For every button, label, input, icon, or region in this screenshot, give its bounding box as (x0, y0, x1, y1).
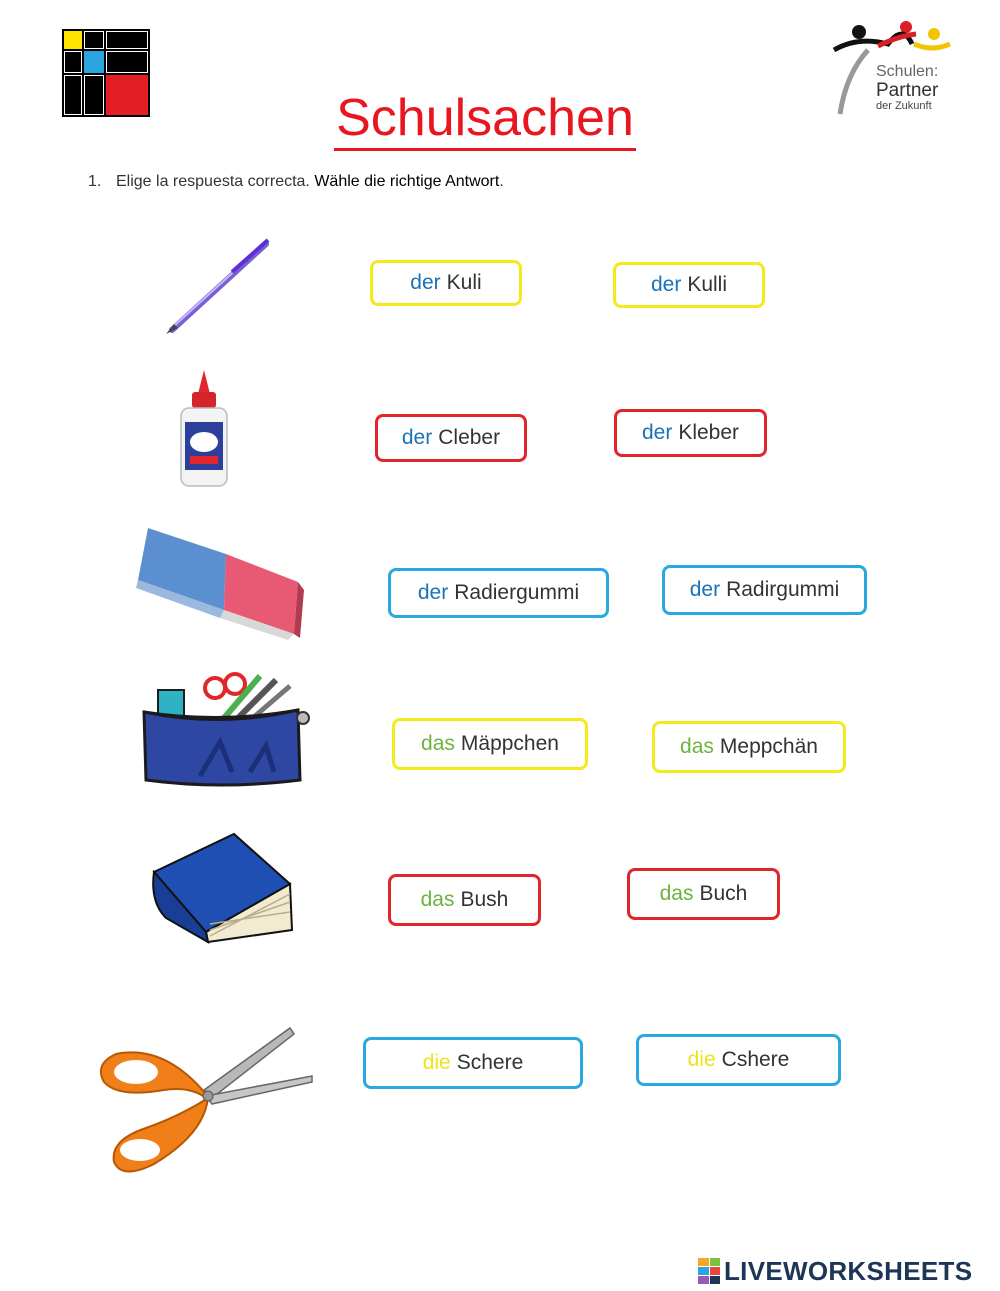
option-4b-article: das (680, 735, 714, 758)
option-6b[interactable] (636, 1034, 841, 1086)
option-6a-article: die (422, 1051, 451, 1074)
option-5a-article: das (420, 888, 455, 911)
scissors-image (94, 1024, 316, 1176)
option-5a[interactable] (388, 874, 541, 926)
instruction (88, 173, 504, 191)
instruction-number: 1. (88, 173, 102, 190)
eraser-image (134, 524, 306, 642)
option-2b[interactable] (614, 409, 767, 457)
option-6a-word: Schere (456, 1051, 524, 1074)
option-4a-article: das (421, 732, 455, 755)
option-4b[interactable] (652, 721, 846, 773)
liveworksheets-logo (698, 1256, 972, 1286)
option-5b-article: das (659, 882, 694, 905)
option-6b-article: die (687, 1048, 716, 1071)
option-3b[interactable] (662, 565, 867, 615)
partner-line1: Schulen: (876, 63, 939, 80)
page-title (0, 88, 970, 151)
pencil-case-image (140, 668, 310, 790)
instruction-german: Wähle die richtige Antwort (314, 173, 500, 190)
option-3a-article: der (417, 581, 449, 604)
option-6a[interactable] (363, 1037, 583, 1089)
option-4a[interactable] (392, 718, 588, 770)
option-5a-word: Bush (460, 888, 509, 911)
liveworksheets-icon (698, 1258, 720, 1284)
option-2a-article: der (401, 426, 433, 449)
option-5b-word: Buch (699, 882, 748, 905)
option-2a[interactable] (375, 414, 527, 462)
option-5b[interactable] (627, 868, 780, 920)
partner-line3: der Zukunft (876, 100, 932, 112)
option-6b-word: Cshere (721, 1048, 790, 1071)
option-3a-word: Radiergummi (454, 581, 580, 604)
glue-image (178, 370, 230, 488)
liveworksheets-text: LIVEWORKSHEETS (724, 1255, 973, 1286)
instruction-end: . (499, 173, 504, 190)
option-1b-word: Kulli (687, 273, 728, 296)
option-1b[interactable] (613, 262, 765, 308)
option-4a-word: Mäppchen (460, 732, 559, 755)
book-image (150, 832, 294, 944)
option-3a[interactable] (388, 568, 609, 618)
option-3b-article: der (689, 578, 721, 601)
option-2b-article: der (641, 421, 673, 444)
option-4b-word: Meppchän (719, 735, 818, 758)
option-1a-word: Kuli (446, 271, 482, 294)
option-1a[interactable] (370, 260, 522, 306)
page-title-text: Schulsachen (334, 88, 636, 151)
option-2b-word: Kleber (678, 421, 740, 444)
option-3b-word: Radirgummi (726, 578, 840, 601)
option-1a-article: der (410, 271, 441, 294)
instruction-spanish: Elige la respuesta correcta. (116, 173, 310, 190)
partner-line2: Partner (876, 80, 939, 101)
option-2a-word: Cleber (438, 426, 501, 449)
pen-image (162, 236, 274, 336)
option-1b-article: der (650, 273, 682, 296)
